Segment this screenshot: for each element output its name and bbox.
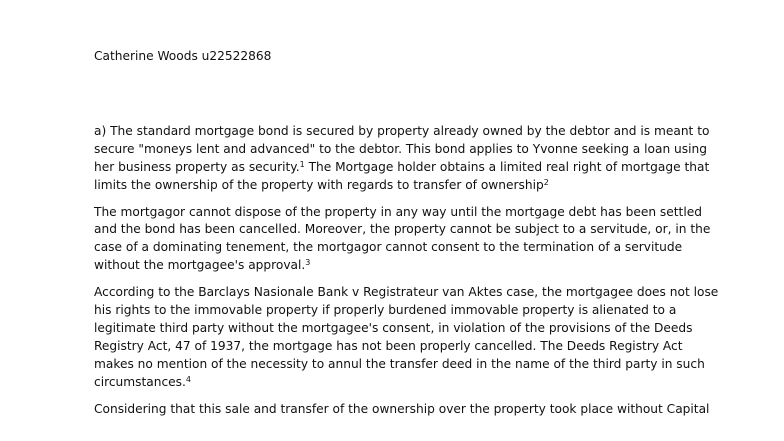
document-body [94, 48, 719, 419]
paragraph-line: his rights to the immovable property if properly burdened immovable property is alienated to a [94, 303, 677, 318]
paragraph-line: circumstances.$^4$ [94, 374, 191, 389]
paragraph-line: Considering that this sale and transfer of the ownership over the property took place without Capital [94, 401, 710, 416]
paragraph-line: a) The standard mortgage bond is secured by property already owned by the debtor and is meant to [94, 123, 710, 138]
paragraph-line: Registry Act, 47 of 1937, the mortgage has not been properly cancelled. The Deeds Registry Act [94, 338, 683, 353]
paragraph-line: The mortgagor cannot dispose of the property in any way until the mortgage debt has been settled [94, 204, 702, 219]
paragraph-mortgagor-restrictions [94, 204, 711, 276]
paragraph-sale-and-transfer [94, 401, 710, 419]
paragraph-barclays-case [94, 284, 719, 391]
author-line: Catherine Woods u22522868 [94, 49, 272, 63]
paragraph-line: legitimate third party without the mortgagee's consent, in violation of the provisions of the Deeds [94, 320, 693, 335]
footnote-reference[interactable]: 3 [305, 258, 311, 268]
paragraph-line: secure "moneys lent and advanced" to the debtor. This bond applies to Yvonne seeking a loan using [94, 141, 707, 156]
paragraph-line: limits the ownership of the property with regards to transfer of ownership$^2$ [94, 177, 549, 192]
paragraph-a-standard-mortgage-bond [94, 123, 710, 195]
footnote-reference[interactable]: 4 [185, 374, 191, 384]
paragraph-line: her business property as security.$^1$ The Mortgage holder obtains a limited real right of mortgage that [94, 159, 710, 174]
paragraph-line: makes no mention of the necessity to annul the transfer deed in the name of the third party in such [94, 356, 705, 371]
paragraph-line: without the mortgagee's approval.$^3$ [94, 258, 311, 273]
paragraph-line: and the bond has been cancelled. Moreover, the property cannot be subject to a servitude, or, in the [94, 222, 711, 237]
paragraph-line: According to the Barclays Nasionale Bank v Registrateur van Aktes case, the mortgagee does not lose [94, 285, 719, 300]
paragraph-line: case of a dominating tenement, the mortgagor cannot consent to the termination of a servitude [94, 240, 683, 255]
footnote-reference[interactable]: 2 [543, 177, 549, 187]
footnote-reference[interactable]: 1 [299, 159, 305, 169]
